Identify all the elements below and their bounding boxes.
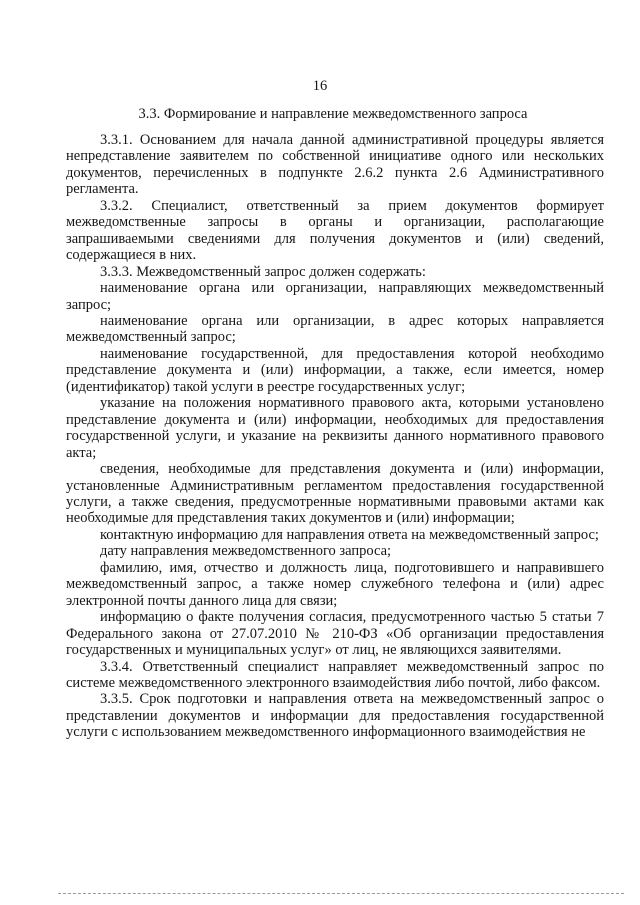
- list-item: наименование органа или организации, направляющих межведомственный запрос;: [66, 280, 604, 313]
- list-item: указание на положения нормативного правового акта, которыми установлено представление документа и (или) информации, необходимых для предоставления государственной услуги, и указание на реквизиты данного нормативного правового акта;: [66, 395, 604, 461]
- page-number: 16: [312, 78, 328, 94]
- list-item: фамилию, имя, отчество и должность лица, подготовившего и направившего межведомственный запрос, а также номер служебного телефона и (или) адрес электронной почты данного лица для связи;: [66, 559, 604, 609]
- list-item: наименование органа или организации, в адрес которых направляется межведомственный запрос;: [66, 312, 604, 346]
- document-body: [66, 132, 604, 741]
- list-item: дату направления межведомственного запроса;: [100, 543, 392, 560]
- footer-divider: [58, 893, 624, 894]
- paragraph-3-3-2: 3.3.2. Специалист, ответственный за прием документов формирует межведомственные запросы в органы и организации, располагающие запрашиваемыми сведениями для получения документов и (или) сведений, содержащиеся в них.: [66, 197, 604, 264]
- list-item: контактную информацию для направления ответа на межведомственный запрос;: [100, 526, 599, 543]
- list-item: информацию о факте получения согласия, предусмотренного частью 5 статьи 7 Федерального закона от 27.07.2010 № 210-ФЗ «Об организации предоставления государственных и муниципальных услуг» от лиц, не являющихся заявителями.: [66, 609, 604, 659]
- paragraph-3-3-3: 3.3.3. Межведомственный запрос должен содержать:: [100, 263, 426, 280]
- list-item: наименование государственной, для предоставления которой необходимо представление документа и (или) информации, а также, если имеется, номер (идентификатор) такой услуги в реестре государственных услуг;: [66, 345, 604, 395]
- paragraph-3-3-1: 3.3.1. Основанием для начала данной административной процедуры является непредставление заявителем по собственной инициативе одного или нескольких документов, перечисленных в подпункте 2.6.2 пункта 2.6 Административного регламента.: [66, 132, 604, 198]
- section-title: 3.3. Формирование и направление межведомственного запроса: [138, 106, 528, 122]
- paragraph-3-3-5: 3.3.5. Срок подготовки и направления ответа на межведомственный запрос о представлении документов и информации для предоставления государственной услуги с использованием межведомственного информационного взаимодействия не: [66, 691, 604, 741]
- paragraph-3-3-4: 3.3.4. Ответственный специалист направляет межведомственный запрос по системе межведомственного электронного взаимодействия либо почтой, либо факсом.: [66, 658, 604, 691]
- list-item: сведения, необходимые для представления документа и (или) информации, установленные Административным регламентом предоставления государственной услуги, а также сведения, предусмотренные нормативными правовыми актами как необходимые для представления таких документов и (или) информации;: [66, 461, 604, 527]
